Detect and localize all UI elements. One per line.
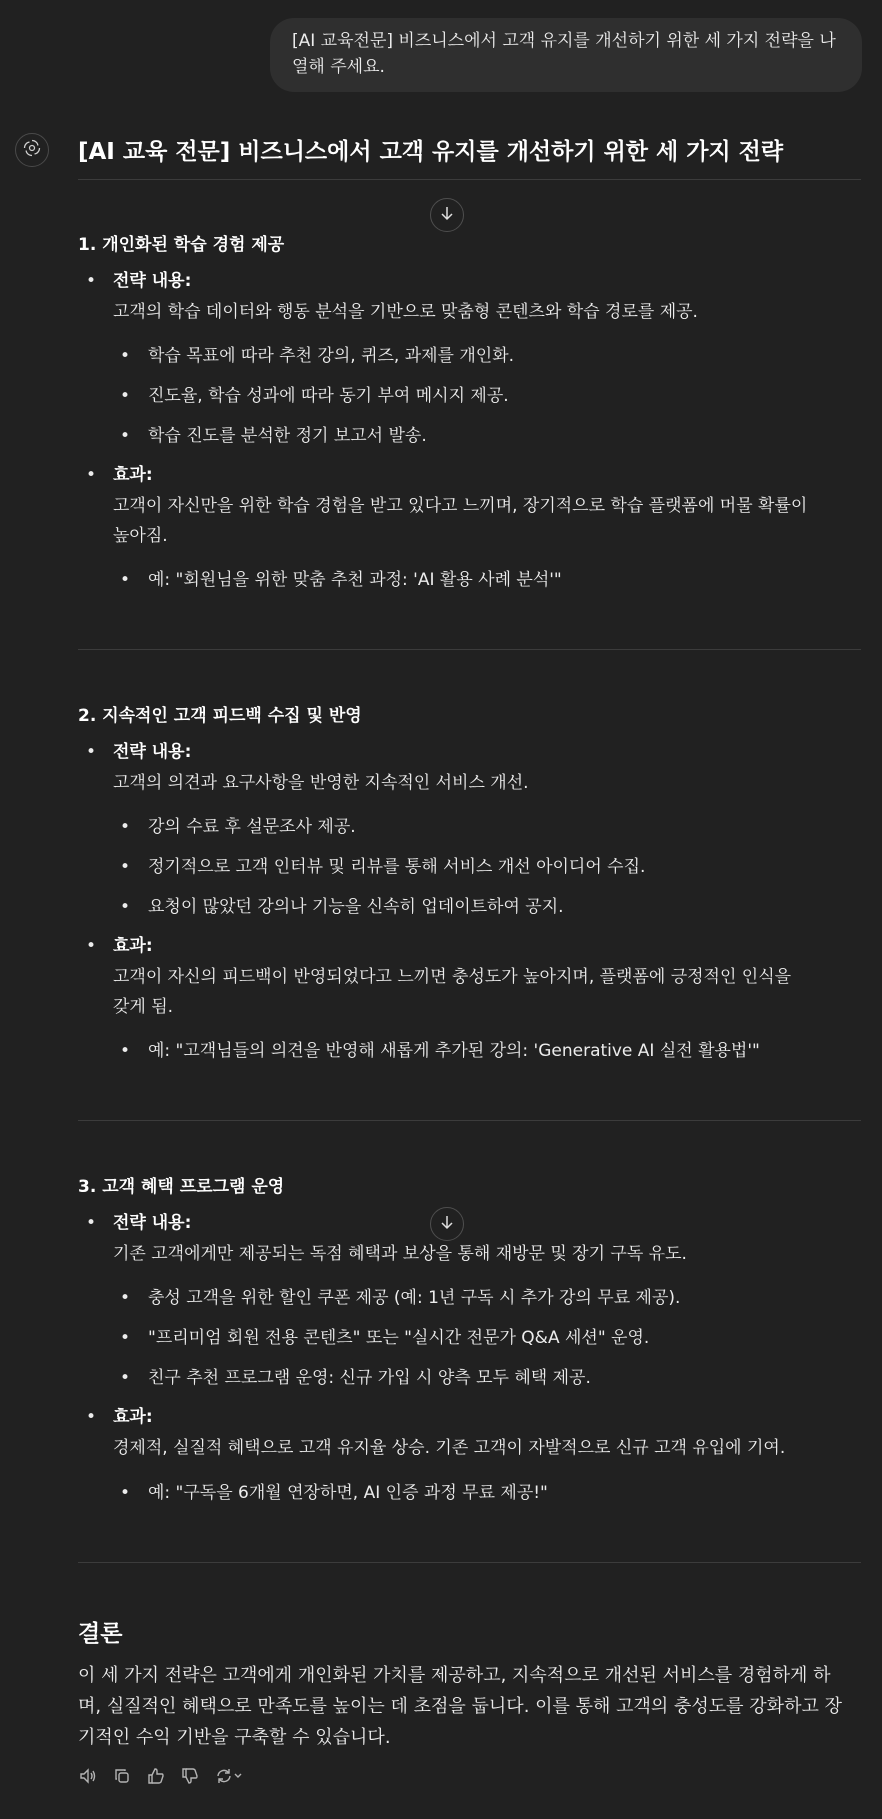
user-message-text: [AI 교육전문] 비즈니스에서 고객 유지를 개선하기 위한 세 가지 전략을 나열해 주세요.	[292, 31, 836, 77]
read-aloud-button[interactable]	[78, 1768, 98, 1788]
bullet-dot: •	[120, 346, 131, 366]
list-item-text: 예: "구독을 6개월 연장하면, AI 인증 과정 무료 제공!"	[148, 1483, 548, 1503]
scroll-down-button[interactable]	[430, 1207, 464, 1241]
bullet-dot: •	[120, 1328, 131, 1348]
arrow-down-icon	[439, 1214, 455, 1234]
bullet-dot: •	[120, 426, 131, 446]
conclusion-text	[78, 1660, 863, 1753]
speaker-icon	[79, 1767, 97, 1789]
effect-label: 효과:	[113, 465, 153, 485]
thumbs-down-icon	[181, 1767, 199, 1789]
bullet-dot: •	[120, 386, 131, 406]
bullet-dot: •	[86, 465, 97, 485]
effect-text: 고객이 자신만을 위한 학습 경험을 받고 있다고 느끼며, 장기적으로 학습 플랫폼에 머물 확률이	[113, 496, 808, 516]
list-item-text: 예: "회원님을 위한 맞춤 추천 과정: 'AI 활용 사례 분석'"	[148, 570, 562, 590]
bullet-dot: •	[86, 271, 97, 291]
bullet-dot: •	[86, 742, 97, 762]
list-item-text: 학습 진도를 분석한 정기 보고서 발송.	[148, 426, 427, 446]
thumbs-up-icon	[147, 1767, 165, 1789]
list-item-text: 정기적으로 고객 인터뷰 및 리뷰를 통해 서비스 개선 아이디어 수집.	[148, 857, 646, 877]
bullet-dot: •	[120, 1483, 131, 1503]
regenerate-button[interactable]	[214, 1768, 244, 1788]
section-heading: 2. 지속적인 고객 피드백 수집 및 반영	[78, 706, 362, 726]
bullet-dot: •	[86, 1213, 97, 1233]
section-divider	[78, 1120, 861, 1121]
effect-text: 높아짐.	[113, 526, 168, 546]
list-item-text: 진도율, 학습 성과에 따라 동기 부여 메시지 제공.	[148, 386, 509, 406]
thumbs-down-button[interactable]	[180, 1768, 200, 1788]
title-divider	[78, 179, 861, 180]
strategy-text: 고객의 의견과 요구사항을 반영한 지속적인 서비스 개선.	[113, 773, 529, 793]
section-heading: 1. 개인화된 학습 경험 제공	[78, 235, 285, 255]
section-divider	[78, 649, 861, 650]
user-message-bubble	[270, 18, 862, 92]
bullet-dot: •	[86, 936, 97, 956]
list-item-text: "프리미엄 회원 전용 콘텐츠" 또는 "실시간 전문가 Q&A 세션" 운영.	[148, 1328, 650, 1348]
thumbs-up-button[interactable]	[146, 1768, 166, 1788]
bullet-dot: •	[120, 570, 131, 590]
effect-label: 효과:	[113, 1407, 153, 1427]
strategy-text: 기존 고객에게만 제공되는 독점 혜택과 보상을 통해 재방문 및 장기 구독 유도.	[113, 1244, 687, 1264]
effect-text: 경제적, 실질적 혜택으로 고객 유지율 상승. 기존 고객이 자발적으로 신규 고객 유입에 기여.	[113, 1438, 786, 1458]
effect-text: 갖게 됨.	[113, 997, 174, 1017]
strategy-label: 전략 내용:	[113, 742, 192, 762]
bullet-dot: •	[120, 1041, 131, 1061]
strategy-label: 전략 내용:	[113, 1213, 192, 1233]
copy-button[interactable]	[112, 1768, 132, 1788]
conclusion-heading: 결론	[78, 1621, 123, 1647]
bullet-dot: •	[120, 817, 131, 837]
conclusion-line: 기적인 수익 기반을 구축할 수 있습니다.	[78, 1727, 391, 1748]
effect-label: 효과:	[113, 936, 153, 956]
bullet-dot: •	[120, 1368, 131, 1388]
list-item-text: 충성 고객을 위한 할인 쿠폰 제공 (예: 1년 구독 시 추가 강의 무료 제공).	[148, 1288, 681, 1308]
response-title: [AI 교육 전문] 비즈니스에서 고객 유지를 개선하기 위한 세 가지 전략	[78, 139, 784, 165]
message-actions	[78, 1768, 244, 1788]
assistant-avatar	[15, 133, 49, 167]
list-item-text: 예: "고객님들의 의견을 반영해 새롭게 추가된 강의: 'Generative AI 실전 활용법'"	[148, 1041, 760, 1061]
regenerate-icon	[215, 1767, 243, 1789]
list-item-text: 요청이 많았던 강의나 기능을 신속히 업데이트하여 공지.	[148, 897, 564, 917]
strategy-label: 전략 내용:	[113, 271, 192, 291]
section-heading: 3. 고객 혜택 프로그램 운영	[78, 1177, 285, 1197]
copy-icon	[113, 1767, 131, 1789]
bullet-dot: •	[120, 857, 131, 877]
scroll-down-button[interactable]	[430, 198, 464, 232]
bullet-dot: •	[120, 1288, 131, 1308]
bullet-dot: •	[86, 1407, 97, 1427]
arrow-down-icon	[439, 205, 455, 225]
bullet-dot: •	[120, 897, 131, 917]
conclusion-line: 며, 실질적인 혜택으로 만족도를 높이는 데 초점을 둡니다. 이를 통해 고객의 충성도를 강화하고 장	[78, 1696, 842, 1717]
list-item-text: 친구 추천 프로그램 운영: 신규 가입 시 양측 모두 혜택 제공.	[148, 1368, 591, 1388]
openai-logo-icon	[22, 138, 42, 162]
list-item-text: 강의 수료 후 설문조사 제공.	[148, 817, 356, 837]
conclusion-line: 이 세 가지 전략은 고객에게 개인화된 가치를 제공하고, 지속적으로 개선된 서비스를 경험하게 하	[78, 1665, 831, 1686]
list-item-text: 학습 목표에 따라 추천 강의, 퀴즈, 과제를 개인화.	[148, 346, 515, 366]
effect-text: 고객이 자신의 피드백이 반영되었다고 느끼면 충성도가 높아지며, 플랫폼에 긍정적인 인식을	[113, 967, 792, 987]
strategy-text: 고객의 학습 데이터와 행동 분석을 기반으로 맞춤형 콘텐츠와 학습 경로를 제공.	[113, 302, 698, 322]
section-divider	[78, 1562, 861, 1563]
